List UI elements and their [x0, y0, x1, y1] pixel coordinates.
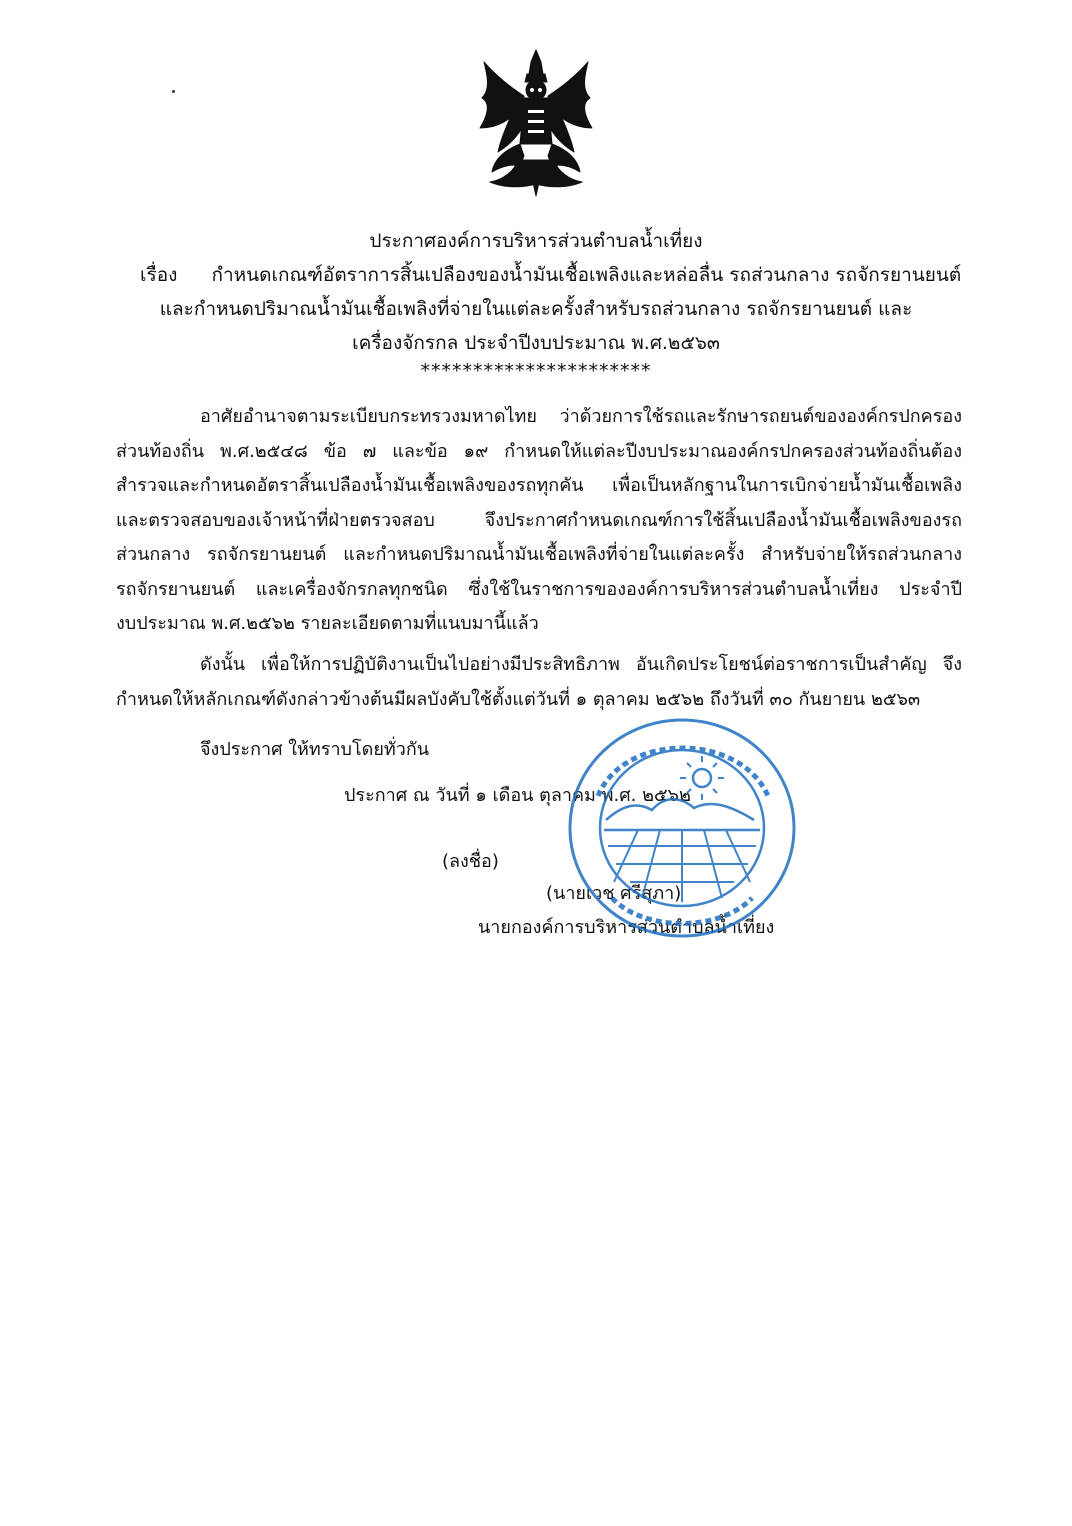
subject-text-1: กำหนดเกณฑ์อัตราการสิ้นเปลืองของน้ำมันเชื้อเพลิงและหล่อลื่น รถส่วนกลาง รถจักรยานยนต์	[211, 264, 962, 286]
paragraph-1-line: อาศัยอำนาจตามระเบียบกระทรวงมหาดไทย ว่าด้วยการใช้รถและรักษารถยนต์ขององค์กรปกครอง	[200, 406, 962, 427]
closing-statement: จึงประกาศ ให้ทราบโดยทั่วกัน	[200, 739, 430, 760]
paragraph-2-line: กำหนดให้หลักเกณฑ์ดังกล่าวข้างต้นมีผลบังคับใช้ตั้งแต่วันที่ ๑ ตุลาคม ๒๕๖๒ ถึงวันที่ ๓๐ กันยายน ๒๕๖๓	[116, 688, 921, 710]
paragraph-1-line: ส่วนท้องถิ่น พ.ศ.๒๕๔๘ ข้อ ๗ และข้อ ๑๙ กำหนดให้แต่ละปีงบประมาณองค์กรปกครองส่วนท้องถิ่นต้อง	[116, 440, 962, 462]
paragraph-2	[116, 648, 962, 717]
paragraph-1-line: สำรวจและกำหนดอัตราสิ้นเปลืองน้ำมันเชื้อเพลิงของรถทุกคัน เพื่อเป็นหลักฐานในการเบิกจ่ายน้ำมันเชื้อเพลิง	[116, 475, 962, 496]
scan-speck	[172, 90, 175, 93]
paragraph-1-line: และตรวจสอบของเจ้าหน้าที่ฝ่ายตรวจสอบ จึงประกาศกำหนดเกณฑ์การใช้สิ้นเปลืองน้ำมันเชื้อเพลิงของรถ	[116, 509, 962, 531]
paragraph-1-line: ส่วนกลาง รถจักรยานยนต์ และกำหนดปริมาณน้ำมันเชื้อเพลิงที่จ่ายในแต่ละครั้ง สำหรับจ่ายให้รถส่วนกลาง	[116, 544, 962, 565]
title-divider: **********************	[420, 360, 652, 382]
paragraph-2-line: ดังนั้น เพื่อให้การปฏิบัติงานเป็นไปอย่างมีประสิทธิภาพ อันเกิดประโยชน์ต่อราชการเป็นสำคัญ จึง	[200, 654, 962, 675]
signer-name: (นายเวช ศรีสุภา)	[546, 883, 682, 904]
paragraph-1	[116, 400, 962, 642]
official-seal-stamp	[564, 712, 800, 944]
signed-label: (ลงชื่อ)	[442, 851, 499, 872]
signer-position: นายกองค์การบริหารส่วนตำบลน้ำเที่ยง	[478, 917, 775, 938]
document-title: ประกาศองค์การบริหารส่วนตำบลน้ำเที่ยง	[369, 230, 703, 252]
announcement-date: ประกาศ ณ วันที่ ๑ เดือน ตุลาคม พ.ศ. ๒๕๖๒	[344, 785, 691, 806]
paragraph-1-line: รถจักรยานยนต์ และเครื่องจักรกลทุกชนิด ซึ่งใช้ในราชการขององค์การบริหารส่วนตำบลน้ำเที่ยง ประจำปี	[116, 578, 962, 600]
subject-line-2: และกำหนดปริมาณน้ำมันเชื้อเพลิงที่จ่ายในแต่ละครั้งสำหรับรถส่วนกลาง รถจักรยานยนต์ และ	[159, 298, 913, 320]
subject-line-1	[140, 260, 960, 290]
subject-label: เรื่อง	[140, 264, 178, 286]
paragraph-1-line: งบประมาณ พ.ศ.๒๕๖๒ รายละเอียดตามที่แนบมานี้แล้ว	[116, 613, 539, 634]
garuda-emblem-icon	[474, 48, 598, 198]
subject-line-3: เครื่องจักรกล ประจำปีงบประมาณ พ.ศ.๒๕๖๓	[352, 332, 720, 354]
